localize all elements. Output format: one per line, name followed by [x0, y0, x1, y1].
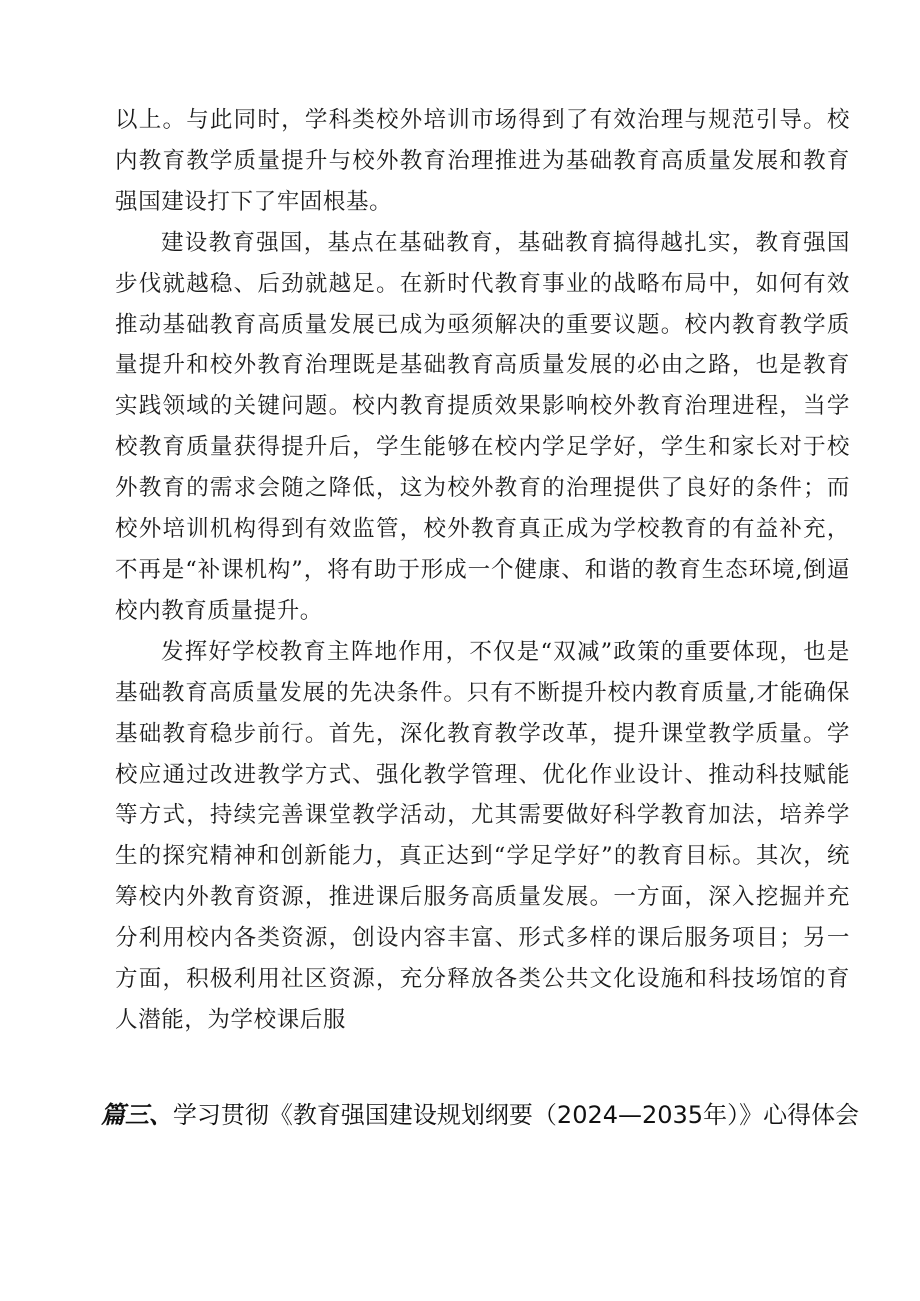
paragraph-school-role: 发挥好学校教育主阵地作用，不仅是“双减”政策的重要体现，也是基础教育高质量发展的先决条件。只有不断提升校内教育质量,才能确保基础教育稳步前行。首先，深化教育教学改革，提升课堂教学质量。学校应通过改进教学方式、强化教学管理、优化作业设计、推动科技赋能等方式，持续完善课堂教学活动，尤其需要做好科学教育加法，培养学生的探究精神和创新能力，真正达到“学足学好”的教育目标。其次，统筹校内外教育资源，推进课后服务高质量发展。一方面，深入挖掘并充分利用校内各类资源，创设内容丰富、形式多样的课后服务项目；另一方面，积极利用社区资源，充分释放各类公共文化设施和科技场馆的育人潜能，为学校课后服 — [115, 638, 850, 1033]
section-title-prefix: 篇三、 — [100, 1101, 173, 1129]
paragraph-basic-education: 建设教育强国，基点在基础教育，基础教育搞得越扎实，教育强国步伐就越稳、后劲就越足。在新时代教育事业的战略布局中，如何有效推动基础教育高质量发展已成为亟须解决的重要议题。校内教育教学质量提升和校外教育治理既是基础教育高质量发展的必由之路，也是教育实践领域的关键问题。校内教育提质效果影响校外教育治理进程，当学校教育质量获得提升后，学生能够在校内学足学好，学生和家长对于校外教育的需求会随之降低，这为校外教育的治理提供了良好的条件；而校外培训机构得到有效监管，校外教育真正成为学校教育的有益补充，不再是“补课机构”，将有助于形成一个健康、和谐的教育生态环境,倒逼校内教育质量提升。 — [115, 229, 850, 624]
paragraph-continuation: 以上。与此同时，学科类校外培训市场得到了有效治理与规范引导。校内教育教学质量提升与校外教育治理推进为基础教育高质量发展和教育强国建设打下了牢固根基。 — [115, 107, 850, 215]
section-title — [100, 1094, 860, 1137]
section-title-text: 学习贯彻《教育强国建设规划纲要（2024—2035年）》心得体会 — [172, 1101, 860, 1129]
document-body — [115, 100, 850, 1041]
